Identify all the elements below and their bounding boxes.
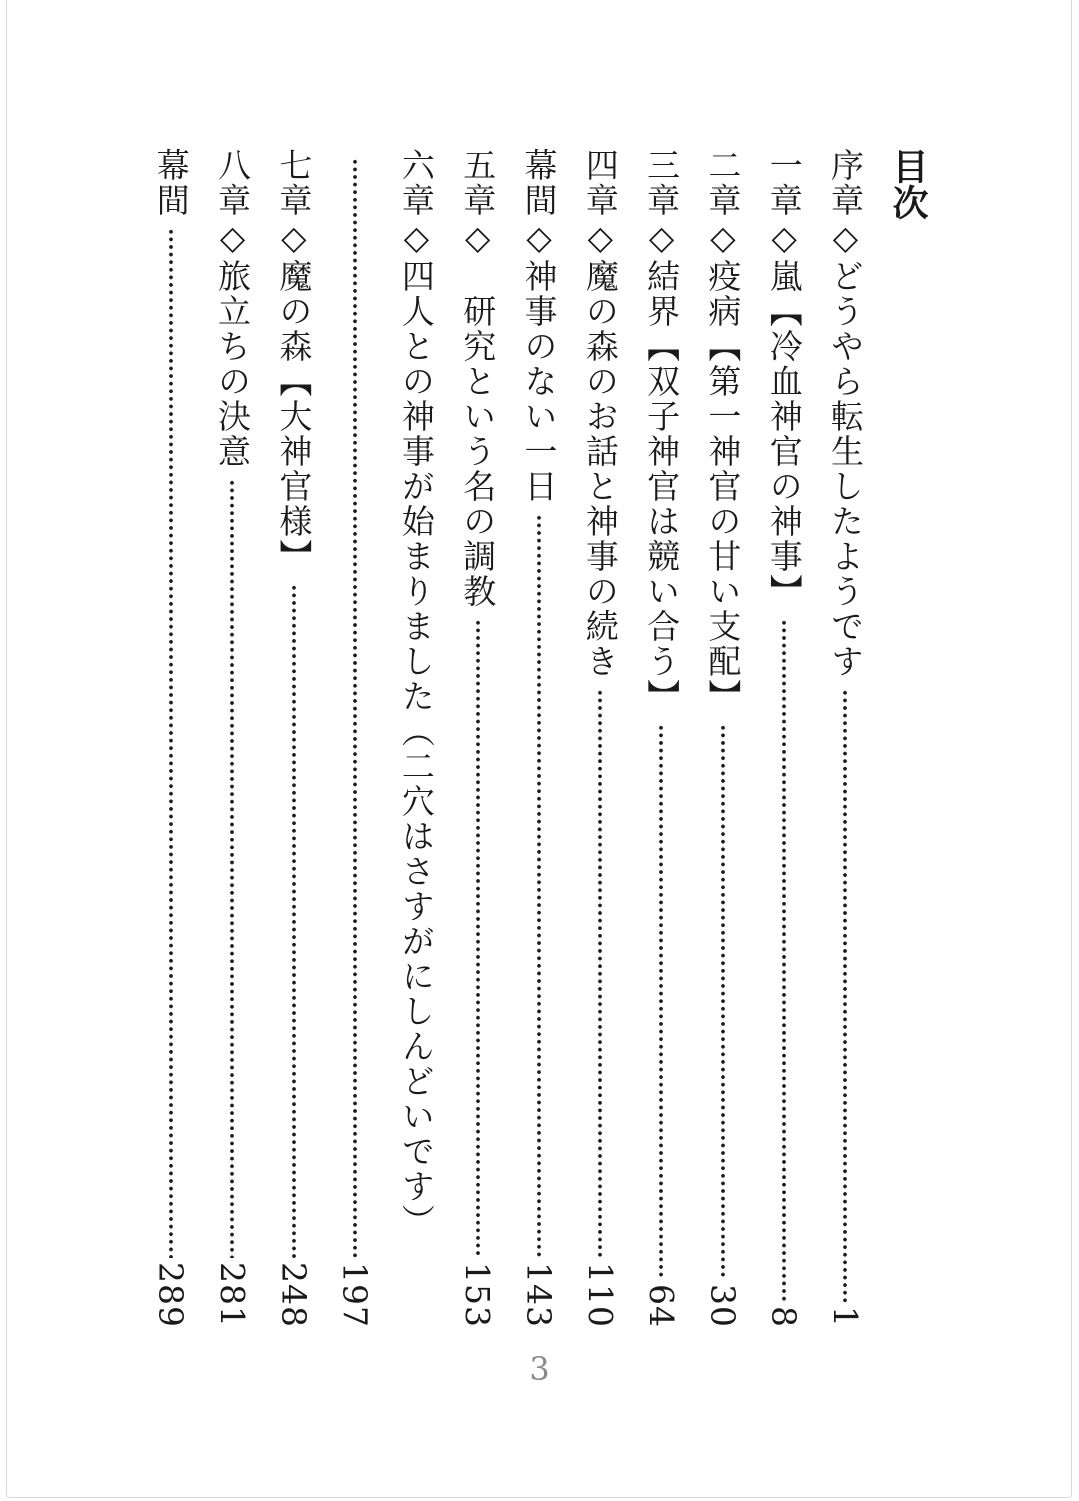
dot-leader — [815, 689, 876, 1302]
toc-entry-page: 30 — [703, 1284, 743, 1328]
dot-leader — [140, 228, 201, 1258]
toc-entry-page: 143 — [519, 1262, 559, 1328]
toc-entry-chapter-6-continued[interactable] — [324, 148, 385, 1328]
toc-entry-title: 八章◇旅立ちの決意 — [213, 148, 253, 469]
toc-entry-page: 281 — [213, 1262, 253, 1328]
table-of-contents — [150, 148, 940, 1328]
toc-entry-interlude-2[interactable] — [140, 148, 201, 1328]
dot-leader — [570, 689, 631, 1258]
page-number: 3 — [529, 1350, 550, 1388]
dot-leader — [202, 479, 263, 1258]
toc-entry-page: 197 — [335, 1262, 375, 1328]
dot-leader — [508, 514, 569, 1258]
toc-entry-chapter-4[interactable] — [570, 148, 631, 1328]
toc-entry-chapter-6[interactable] — [386, 148, 447, 1328]
toc-entry-page: 289 — [151, 1262, 191, 1328]
dot-leader — [324, 158, 385, 1258]
toc-entry-page: 153 — [458, 1262, 498, 1328]
toc-entry-chapter-3[interactable] — [631, 148, 692, 1328]
toc-list — [140, 148, 876, 1328]
toc-entry-title: 一章◇嵐【冷血神官の神事】 — [764, 148, 804, 609]
toc-entry-page: 64 — [642, 1284, 682, 1328]
toc-entry-page: 248 — [274, 1262, 314, 1328]
dot-leader — [692, 724, 753, 1280]
dot-leader — [263, 584, 324, 1258]
toc-entry-title: 幕間 — [151, 148, 191, 218]
toc-entry-title: 序章◇どうやら転生したようです — [826, 148, 865, 679]
toc-entry-title: 六章◇四人との神事が始まりました（二穴はさすがにしんどいです） — [396, 148, 436, 1239]
toc-entry-chapter-8[interactable] — [202, 148, 263, 1328]
toc-entry-title: 幕間◇神事のない一日 — [519, 148, 559, 504]
toc-entry-prologue[interactable] — [815, 148, 876, 1328]
toc-entry-page: 8 — [764, 1306, 804, 1328]
toc-entry-page: 110 — [580, 1262, 620, 1328]
dot-leader — [447, 619, 508, 1258]
toc-entry-title: 四章◇魔の森のお話と神事の続き — [580, 148, 620, 679]
toc-entry-chapter-7[interactable] — [263, 148, 324, 1328]
toc-entry-chapter-1[interactable] — [753, 148, 814, 1328]
toc-entry-chapter-2[interactable] — [692, 148, 753, 1328]
dot-leader — [631, 724, 692, 1280]
toc-entry-interlude-1[interactable] — [508, 148, 569, 1328]
toc-entry-title: 二章◇疫病【第一神官の甘い支配】 — [703, 148, 743, 714]
toc-entry-title: 七章◇魔の森【大神官様】 — [274, 148, 314, 574]
toc-title: 目次 — [887, 148, 929, 220]
toc-entry-page: 1 — [826, 1306, 865, 1328]
dot-leader — [753, 619, 814, 1302]
toc-entry-title: 五章◇ 研究という名の調教 — [458, 148, 498, 609]
toc-entry-title: 三章◇結界【双子神官は競い合う】 — [642, 148, 682, 714]
toc-entry-chapter-5[interactable] — [447, 148, 508, 1328]
